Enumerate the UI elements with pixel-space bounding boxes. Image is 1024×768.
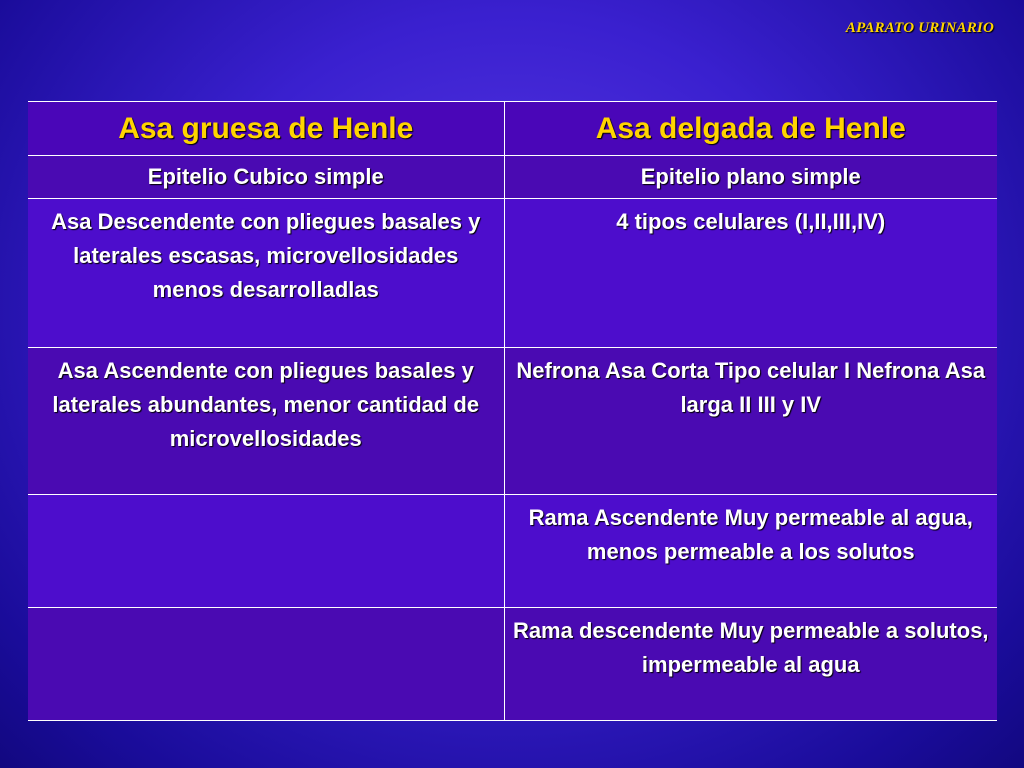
table-cell: Rama descendente Muy permeable a solutos, impermeable al agua xyxy=(504,608,997,721)
table-row xyxy=(28,348,997,495)
table-row xyxy=(28,495,997,608)
table-cell: Epitelio Cubico simple xyxy=(28,156,504,199)
column-header-asa-gruesa: Asa gruesa de Henle xyxy=(28,102,504,156)
table-header-row xyxy=(28,102,997,156)
table-cell: Epitelio plano simple xyxy=(504,156,997,199)
table-row xyxy=(28,156,997,199)
table-row xyxy=(28,608,997,721)
comparison-table xyxy=(28,101,997,721)
table-cell xyxy=(28,608,504,721)
slide-header-label: APARATO URINARIO xyxy=(845,20,994,36)
table-row xyxy=(28,199,997,348)
column-header-asa-delgada: Asa delgada de Henle xyxy=(504,102,997,156)
table-cell: Asa Descendente con pliegues basales y laterales escasas, microvellosidades menos desarrolladlas xyxy=(28,199,504,348)
table-cell: Asa Ascendente con pliegues basales y laterales abundantes, menor cantidad de microvellosidades xyxy=(28,348,504,495)
table-cell xyxy=(28,495,504,608)
table-cell: 4 tipos celulares (I,II,III,IV) xyxy=(504,199,997,348)
table-cell: Nefrona Asa Corta Tipo celular I Nefrona Asa larga II III y IV xyxy=(504,348,997,495)
table-cell: Rama Ascendente Muy permeable al agua, menos permeable a los solutos xyxy=(504,495,997,608)
